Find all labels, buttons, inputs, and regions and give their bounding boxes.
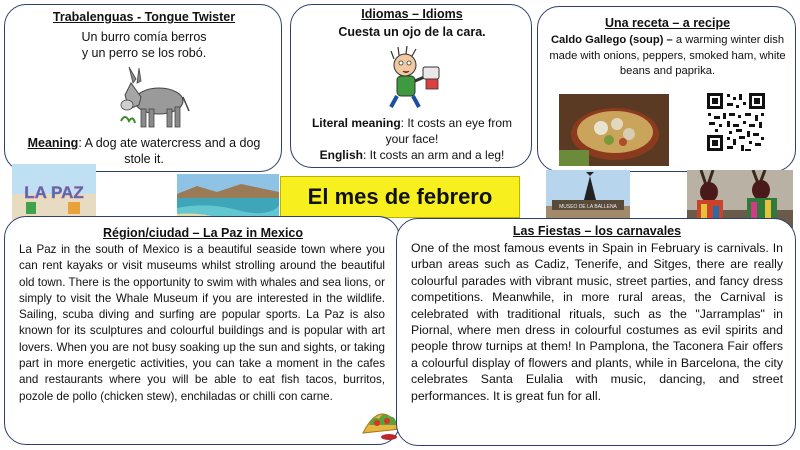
soup-photo bbox=[559, 94, 669, 166]
tongue-twister-panel bbox=[4, 4, 282, 172]
literal-meaning-text: : It costs an eye from your face! bbox=[385, 116, 513, 146]
la-paz-sign-text: LA PAZ bbox=[24, 183, 84, 202]
meaning-text: : A dog ate watercress and a dog stole it. bbox=[78, 136, 261, 166]
region-panel bbox=[4, 216, 400, 445]
idioms-heading: Idiomas – Idioms bbox=[361, 7, 463, 21]
donkey-illustration bbox=[119, 65, 191, 131]
literal-meaning-label: Literal meaning bbox=[311, 116, 401, 130]
tongue-twister-line-2: y un perro se los robó. bbox=[81, 46, 207, 60]
tongue-twister-line-1: Un burro comía berros bbox=[81, 30, 207, 44]
meaning-label: Meaning bbox=[27, 136, 79, 150]
recipe-description: a warming winter dish made with onions, peppers, smoked ham, white beans and paprika. bbox=[549, 34, 786, 77]
page-title: El mes de febrero bbox=[280, 176, 520, 218]
la-paz-bay-photo bbox=[177, 174, 279, 220]
fiestas-panel bbox=[396, 218, 796, 446]
idiom-phrase: Cuesta un ojo de la cara. bbox=[338, 25, 486, 39]
region-text: La Paz in the south of Mexico is a beautiful seaside town where you can rent kayaks or visit museums whilst strolling around the beautiful old town. There is the opportunity to swim with whales and sea lions, or simply to visit the Whale Museum if you are interested in the wildlife. Sailing, scuba diving and surfing are popular sports. La Paz is also known for its sculptures and colourful buildings and is popular with art lovers. When you are not busy soaking up the sun and sights, or taking part in more energetic activities, you can take a moment in the cafes and restaurants where you will be able to eat fish tacos, burritos, pozole de pollo (chicken stew), enchiladas or chilli con carne. bbox=[19, 243, 385, 403]
cartoon-man-illustration bbox=[379, 45, 445, 109]
english-label: English bbox=[319, 148, 363, 162]
tongue-twister-heading: Trabalenguas - Tongue Twister bbox=[52, 10, 236, 24]
fiestas-heading: Las Fiestas – los carnavales bbox=[512, 224, 682, 238]
idioms-panel bbox=[290, 4, 532, 168]
english-text: : It costs an arm and a leg! bbox=[362, 148, 505, 162]
recipe-heading: Una receta – a recipe bbox=[604, 16, 731, 30]
la-paz-sign-photo bbox=[12, 164, 96, 220]
fiestas-text: One of the most famous events in Spain in February is carnivals. In urban areas such as Cadiz, Tenerife, and Sitges, there are really colourful parades with vibrant music, street parties, and fancy dress competitions. Meanwhile, in more rural areas, the Carnival is celebrated with traditional rituals, such as the "Jarramplas" in Piornal, where men dress in colourful costumes as evil spirits and people throw turnips at them! In Pamplona, the Taconera Fair offers a colourful display of flowers and plants, while in Barcelona, the city celebrates Santa Eulalia with music, dancing, and street performances. It is great fun for all. bbox=[411, 241, 783, 403]
qr-code bbox=[705, 91, 767, 153]
recipe-panel bbox=[537, 6, 796, 172]
region-heading: Région/ciudad – La Paz in Mexico bbox=[102, 226, 304, 240]
museum-sign-text: MUSEO DE LA BALLENA bbox=[559, 204, 617, 210]
recipe-dish-name: Caldo Gallego (soup) – bbox=[550, 34, 673, 46]
